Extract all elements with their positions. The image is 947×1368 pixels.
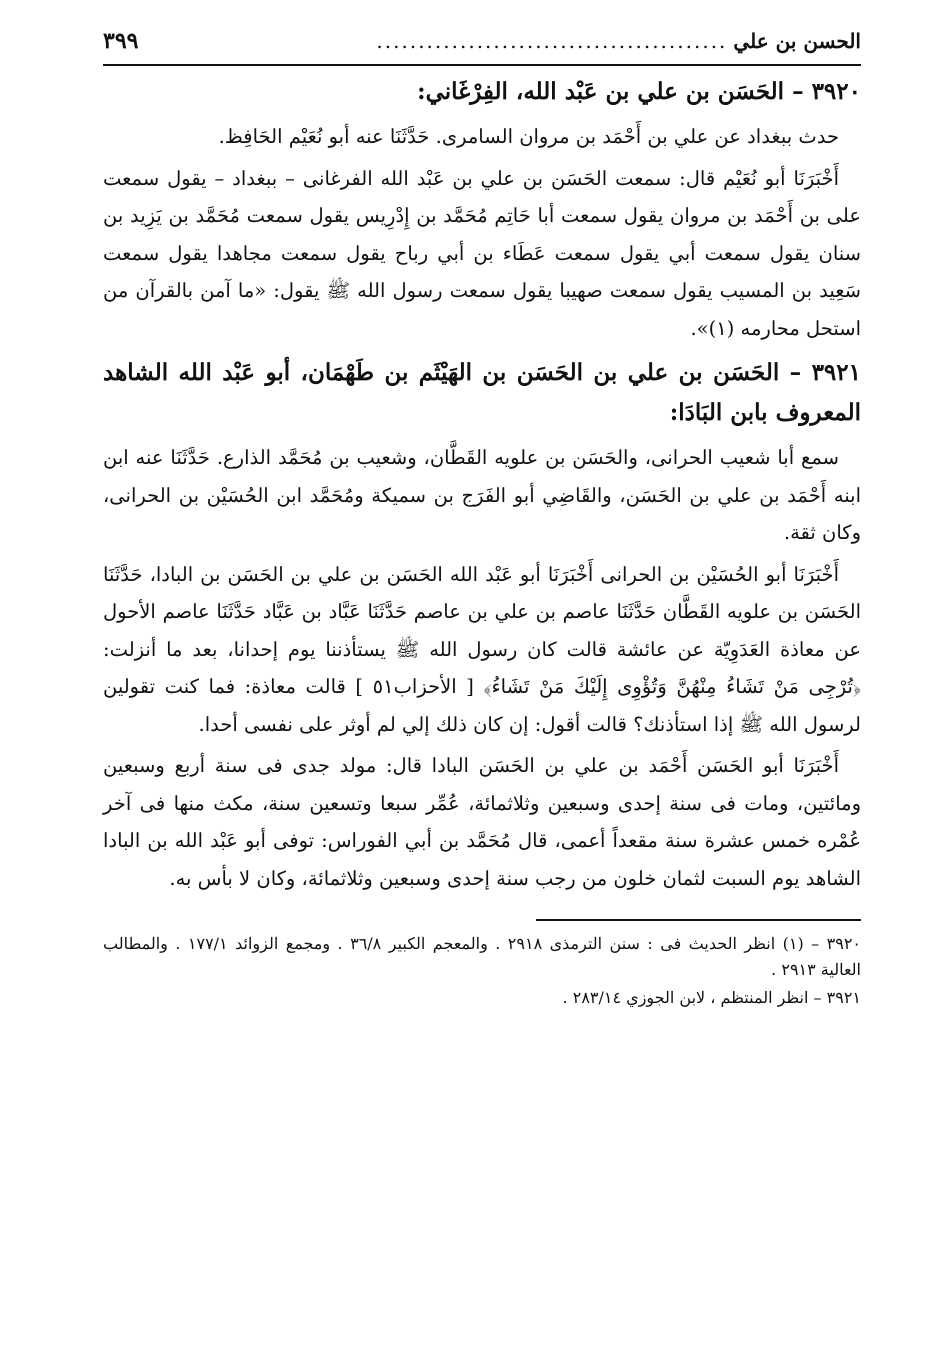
entry-3921 [103, 353, 861, 897]
paragraph: سمع أبا شعيب الحرانى، والحَسَن بن علويه القَطَّان، وشعيب بن مُحَمَّد الذارع. حَدَّثَنَا عنه ابن ابنه أَحْمَد بن علي بن الحَسَن، والقَاضِي أبو الفَرَج بن سميكة ومُحَمَّد ابن الحُسَيْن بن الحرانى، وكان ثقة. [103, 446, 861, 544]
leader-dots: .......................................... [376, 29, 728, 53]
footnotes [103, 931, 861, 1011]
paragraph: حدث ببغداد عن علي بن أَحْمَد بن مروان السامرى. حَدَّثَنَا عنه أبو نُعَيْم الحَافِظ. [218, 125, 839, 148]
footnote-divider [536, 919, 861, 921]
entry-heading: ٣٩٢٠ – الحَسَن بن علي بن عَبْد الله، الفِرْغَاني: [417, 78, 861, 105]
paragraph: أَخْبَرَنَا أبو الحَسَن أَحْمَد بن علي بن الحَسَن البادا قال: مولد جدى فى سنة أربع وسبعين ومائتين، ومات فى سنة إحدى وسبعين وثلاثمائة، عُمِّر سبعا وتسعين سنة، مكث منها فى آخر عُمْره خمس عشرة سنة مقعداً أعمى، قال مُحَمَّد بن أبي الفوراس: توفى أبو عَبْد الله بن البادا الشاهد يوم السبت لثمان خلون من رجب سنة إحدى وسبعين وثلاثمائة، وكان لا بأس به. [103, 754, 861, 890]
running-head [103, 28, 861, 66]
running-head-title: الحسن بن علي [733, 29, 861, 53]
paragraph: أَخْبَرَنَا أبو نُعَيْم قال: سمعت الحَسَن بن علي بن عَبْد الله الفرغانى – ببغداد – يقول سمعت على بن أَحْمَد بن مروان يقول سمعت أبا حَاتِم مُحَمَّد بن إِدْرِيس يقول سمعت مُحَمَّد بن يَزِيد بن سنان يقول سمعت أبي يقول سمعت عَطَاء بن أبي رباح يقول سمعت مجاهدا يقول سمعت سَعِيد بن المسيب يقول سمعت صهيبا يقول سمعت رسول الله ﷺ يقول: «ما آمن بالقرآن من استحل محارمه (١)». [103, 166, 861, 340]
footnote: ٣٩٢١ – انظر المنتظم ، لابن الجوزي ٢٨٣/١٤ . [562, 988, 861, 1007]
page-number: ٣٩٩ [103, 28, 139, 54]
paragraph: أَخْبَرَنَا أبو الحُسَيْن بن الحرانى أَخْبَرَنَا أبو عَبْد الله الحَسَن بن علي بن الحَسَن بن البادا، حَدَّثَنَا الحَسَن بن علويه القَطَّان حَدَّثَنَا عاصم بن علي بن عاصم حَدَّثَنَا عَبَّاد بن عَبَّاد حَدَّثَنَا عاصم الأحول عن معاذة العَدَوِيّة عن عائشة قالت كان رسول الله ﷺ يستأذننا يوم إحدانا، بعد ما أنزلت: ﴿تُرْجِى مَنْ تَشَاءُ مِنْهُنَّ وَتُؤْوِى إِلَيْكَ مَنْ تَشَاءُ﴾ [ الأحزاب٥١ ] قالت معاذة: فما كنت تقولين لرسول الله ﷺ إذا استأذنك؟ قالت أقول: إن كان ذلك إلي لم أوثر على نفسى أحدا. [103, 562, 861, 736]
entry-heading: ٣٩٢١ – الحَسَن بن علي بن الحَسَن بن الهَيْثَم بن طَهْمَان، أبو عَبْد الله الشاهد المعروف بابن البَادَا: [103, 359, 861, 426]
entry-3920 [103, 72, 861, 347]
book-page [103, 28, 861, 1013]
footnote: ٣٩٢٠ – (١) انظر الحديث فى : سنن الترمذى ٢٩١٨ . والمعجم الكبير ٣٦/٨ . ومجمع الزوائد ١٧٧/١ . والمطالب العالية ٢٩١٣ . [103, 934, 862, 979]
